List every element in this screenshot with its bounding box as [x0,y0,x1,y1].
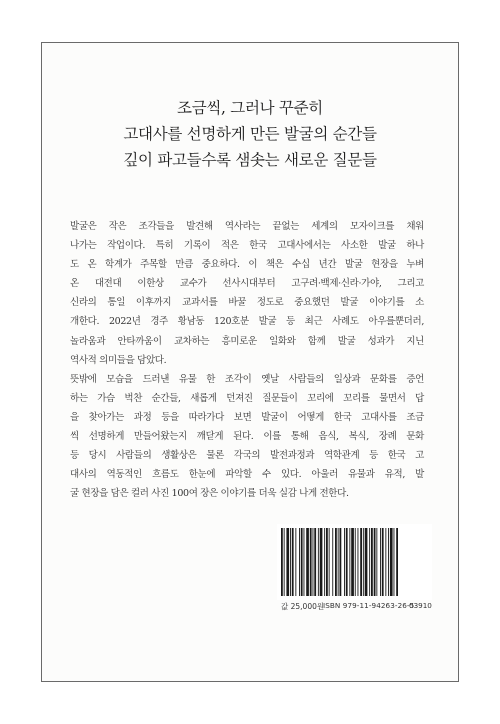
barcode-bar [382,528,384,596]
barcode-bar [332,528,333,596]
barcode-bar [338,528,339,596]
text-line: 역사적 의미들을 담았다. [70,354,167,366]
barcode-bar [351,528,354,596]
barcode-bar [380,528,381,596]
text-line: 발굴은 작은 조각들을 발견해 역사라는 끝없는 세계의 모자이크를 채워 [70,221,424,232]
headline-line-1: 조금씩, 그러나 꾸준히 [177,99,323,117]
barcode-bar [390,528,393,596]
text-line: 하는 가슴 벅찬 순간들, 새롭게 던져진 질문들이 꼬리에 꼬리를 물면서 답 [70,392,424,404]
barcode-bar [365,528,368,596]
text-line: 을 찾아가는 과정 등을 따라가다 보면 발굴이 어떻게 한국 고대사를 조금 [70,411,424,423]
text-line: 씩 선명하게 만들어왔는지 깨닫게 된다. 이를 통해 음식, 복식, 장례 문화 [70,431,424,443]
barcode-bars [277,524,432,600]
text-line: 뜻밖에 모습을 드러낸 유물 한 조각이 옛날 사람들의 일상과 문화를 증언 [70,373,424,385]
barcode-bar [340,528,342,596]
barcode-bar [318,528,319,596]
text-line: 온 대전대 이한상 교수가 선사시대부터 고구려·백제·신라·가야, 그리고 [70,278,424,290]
paragraph-1 [70,217,424,370]
barcode-bar [374,528,376,596]
barcode-bar [299,528,300,596]
barcode-bar [358,528,359,596]
barcode-bar [310,528,312,596]
isbn-barcode [277,524,432,600]
text-line: 등 당시 사람들의 생활상은 물론 각국의 발전과정과 역학관계 등 한국 고 [70,450,424,462]
barcode-bar [385,528,386,596]
barcode-bar [394,528,395,596]
headline-line-2: 고대사를 선명하게 만든 발굴의 순간들 [123,125,377,143]
barcode-bar [301,528,303,596]
barcode-bar [295,528,296,596]
barcode-bar [326,528,328,596]
headline [42,95,458,173]
barcode-bar [346,528,348,596]
barcode-bar [396,528,398,596]
barcode-bar [335,528,337,596]
barcode-bar [329,528,330,596]
barcode-bar [320,528,323,596]
barcode-bar [304,528,305,596]
barcode-bar [371,528,373,596]
barcode-bar [369,528,370,596]
text-line: 신라의 통일 이후까지 교과서를 바꿀 정도로 중요했던 발굴 이야기를 소 [70,297,424,309]
text-line: 대사의 역동적인 흐름도 한눈에 파악할 수 있다. 아울러 유물과 유적, 발 [70,469,424,481]
paragraph-2 [70,370,424,504]
barcode-bar [292,528,294,596]
headline-line-3: 깊이 파고들수록 샘솟는 새로운 질문들 [123,151,377,169]
barcode-bar [314,528,316,596]
text-line: 나가는 작업이다. 특히 기록이 적은 한국 고대사에서는 사소한 발굴 하나 [70,240,424,252]
barcode-bar [376,528,377,596]
text-line: 놀라움과 안타까움이 교차하는 흥미로운 일화와 함께 발굴 성과가 지닌 [70,335,424,347]
addon-code: 03910 [409,601,432,610]
barcode-bar [344,528,345,596]
barcode-bar [388,528,389,596]
isbn-number: ISBN 979-11-94263-26-5 [323,601,415,610]
text-line: 굴 현장을 담은 컬러 사진 100여 장은 이야기를 더욱 실감 나게 전한다. [70,488,349,500]
barcode-bar [324,528,325,596]
barcode-bar [306,528,309,596]
barcode-bar [355,528,356,596]
barcode-bar [286,528,289,596]
price-label: 값 25,000원 [281,602,325,611]
barcode-bar [281,528,283,596]
barcode-bar [313,528,314,596]
text-line: 도 온 학계가 주목할 만큼 중요하다. 이 책은 수십 년간 발굴 현장을 누벼 [70,259,424,271]
barcode-bar [284,528,285,596]
barcode-bar [290,528,291,596]
barcode-bar [360,528,362,596]
barcode-bar [349,528,350,596]
body-text [70,217,424,503]
text-line: 개한다. 2022년 경주 황남동 120호분 발굴 등 최근 사례도 아우를뿐더러, [70,316,424,328]
barcode-bar [363,528,364,596]
